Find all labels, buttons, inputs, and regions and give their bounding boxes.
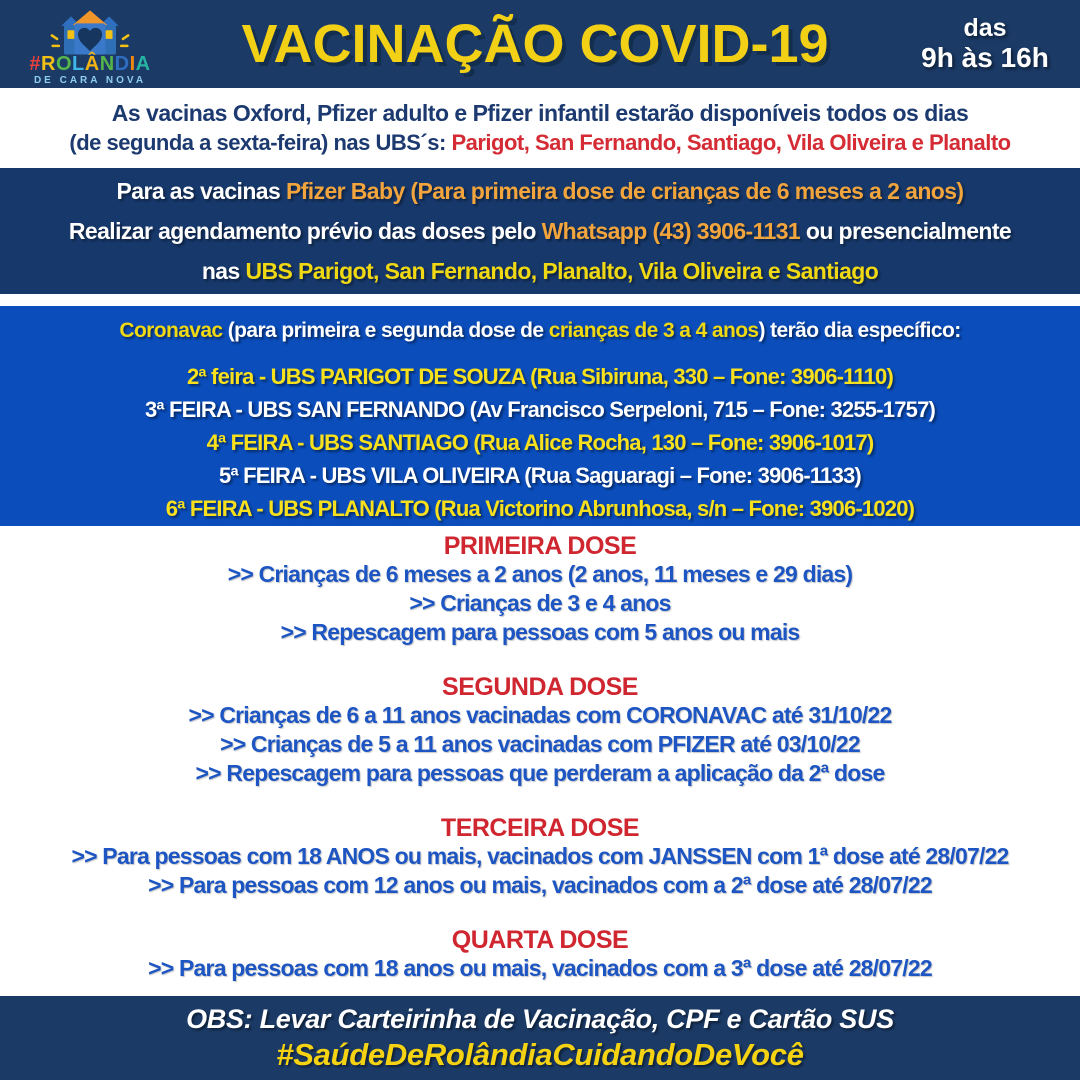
logo-subtitle: DE CARA NOVA (33, 74, 147, 86)
ubs-list-names: Parigot, San Fernando, Santiago, Vila Oliveira e Planalto (451, 130, 1011, 155)
dose-item: >> Repescagem para pessoas com 5 anos ou mais (280, 619, 800, 645)
text-segment: (para primeira e segunda dose de (222, 319, 549, 342)
logo-letter: Â (84, 52, 100, 75)
daily-vaccines-notice (0, 88, 1080, 168)
fourth-dose-section (0, 926, 1080, 983)
dose-sections (0, 526, 1080, 996)
dose-item: >> Repescagem para pessoas que perderam a aplicação da 2ª dose (195, 760, 885, 786)
divider (0, 294, 1080, 306)
weekday-line-wednesday: 4ª FEIRA - UBS SANTIAGO (Rua Alice Rocha, 130 – Fone: 3906-1017) (206, 430, 874, 455)
pfizer-baby-line2 (0, 211, 1080, 251)
footer-bar (0, 996, 1080, 1080)
logo-letter: O (55, 52, 73, 75)
rolandia-logo (0, 2, 180, 87)
logo-letter: L (72, 52, 85, 75)
text-segment: Para as vacinas (116, 178, 286, 204)
weekday-line-tuesday: 3ª FEIRA - UBS SAN FERNANDO (Av Francisco Serpeloni, 715 – Fone: 3255-1757) (144, 397, 936, 422)
coronavac-header (0, 306, 1080, 344)
daily-vaccines-line2 (0, 130, 1080, 156)
dose-item: >> Crianças de 5 a 11 anos vacinadas com PFIZER até 03/10/22 (220, 731, 860, 757)
dose-item: >> Para pessoas com 18 anos ou mais, vacinados com a 3ª dose até 28/07/22 (148, 955, 932, 981)
pfizer-baby-notice (0, 168, 1080, 294)
pfizer-baby-line3 (0, 251, 1080, 291)
section-title: TERCEIRA DOSE (440, 814, 640, 842)
weekday-list (0, 360, 1080, 525)
dose-item: >> Para pessoas com 18 ANOS ou mais, vacinados com JANSSEN com 1ª dose até 28/07/22 (71, 843, 1009, 869)
ubs-list-yellow: UBS Parigot, San Fernando, Planalto, Vila Oliveira e Santiago (245, 258, 879, 284)
daily-vaccines-line1: As vacinas Oxford, Pfizer adulto e Pfizer infantil estarão disponíveis todos os dias (111, 100, 969, 126)
section-title: SEGUNDA DOSE (442, 673, 638, 701)
text-segment: ou presencialmente (800, 218, 1012, 244)
weekday-line-friday: 6ª FEIRA - UBS PLANALTO (Rua Victorino Abrunhosa, s/n – Fone: 3906-1020) (165, 496, 915, 521)
logo-letter: R (41, 52, 56, 75)
first-dose-section (0, 532, 1080, 647)
logo-letter: D (114, 52, 130, 75)
dose-item: >> Crianças de 6 a 11 anos vacinadas com CORONAVAC até 31/10/22 (188, 702, 892, 728)
ubs-list-prefix: (de segunda a sexta-feira) nas UBS´s: (69, 130, 452, 155)
header-bar (0, 0, 1080, 88)
opening-hours-range: 9h às 16h (921, 42, 1049, 73)
logo-letter: N (99, 52, 115, 75)
rolandia-wordmark (29, 54, 150, 74)
documents-reminder: OBS: Levar Carteirinha de Vacinação, CPF e Cartão SUS (186, 1003, 894, 1034)
page-title: VACINAÇÃO COVID-19 (241, 14, 829, 74)
weekday-line-monday: 2ª feira - UBS PARIGOT DE SOUZA (Rua Sibiruna, 330 – Fone: 3906-1110) (186, 364, 894, 389)
opening-hours (890, 14, 1080, 74)
dose-item: >> Crianças de 6 meses a 2 anos (2 anos, 11 meses e 29 dias) (227, 561, 853, 587)
pfizer-baby-line1 (0, 171, 1080, 211)
section-title: QUARTA DOSE (451, 926, 629, 954)
house-heart-icon (38, 6, 142, 58)
whatsapp-number: Whatsapp (43) 3906-1131 (541, 218, 801, 244)
text-segment-highlight: Coronavac (119, 319, 223, 342)
dose-item: >> Crianças de 3 e 4 anos (409, 590, 671, 616)
logo-letter: I (129, 52, 136, 75)
opening-hours-word: das (963, 14, 1007, 42)
text-segment-highlight: Pfizer Baby (Para primeira dose de crianças de 6 meses a 2 anos) (285, 178, 964, 204)
coronavac-schedule (0, 306, 1080, 526)
logo-letter: A (135, 52, 151, 75)
text-segment: Realizar agendamento prévio das doses pelo (68, 218, 542, 244)
third-dose-section (0, 814, 1080, 900)
logo-letter: # (29, 52, 41, 75)
campaign-hashtag: #SaúdeDeRolândiaCuidandoDeVocê (276, 1036, 804, 1072)
text-segment: nas (201, 258, 246, 284)
second-dose-section (0, 673, 1080, 788)
dose-item: >> Para pessoas com 12 anos ou mais, vacinados com a 2ª dose até 28/07/22 (148, 872, 932, 898)
section-title: PRIMEIRA DOSE (443, 532, 637, 560)
weekday-line-thursday: 5ª FEIRA - UBS VILA OLIVEIRA (Rua Saguaragi – Fone: 3906-1133) (219, 463, 861, 488)
text-segment: ) terão dia específico: (758, 319, 961, 342)
text-segment-highlight: crianças de 3 a 4 anos (548, 319, 759, 342)
